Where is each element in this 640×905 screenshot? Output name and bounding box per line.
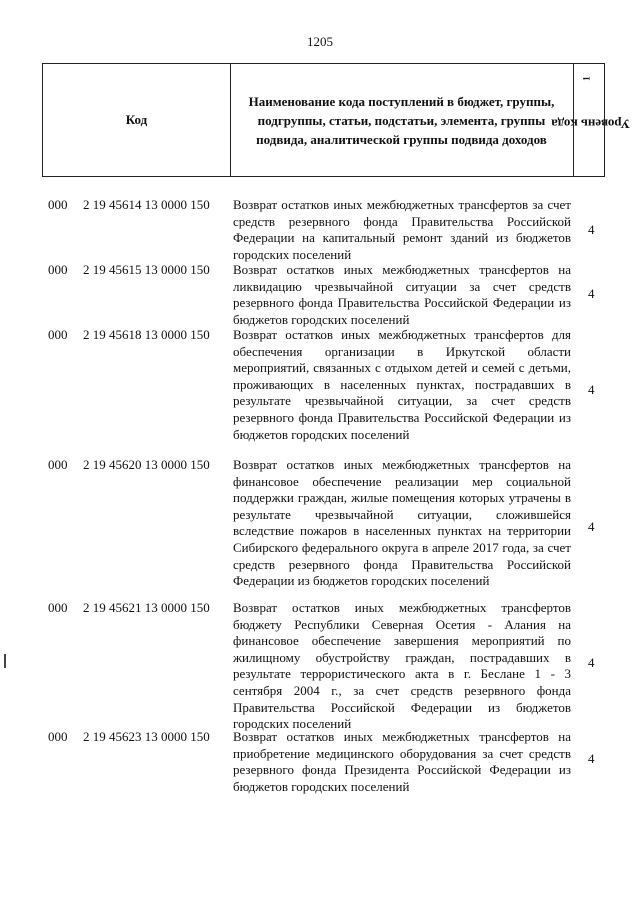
row-code: 2 19 45618 13 0000 150 xyxy=(83,327,210,342)
row-code: 2 19 45620 13 0000 150 xyxy=(83,457,210,472)
row-agency: 000 xyxy=(48,729,68,744)
row-agency: 000 xyxy=(48,327,68,342)
row-level: 4 xyxy=(588,222,595,237)
row-level: 4 xyxy=(588,751,595,766)
row-level: 4 xyxy=(588,382,595,397)
row-name: Возврат остатков иных межбюджетных трансфертов на приобретение медицинского оборудования за счет средств резервного фонда Президента Российской Федерации из бюджетов городских поселений xyxy=(233,729,571,794)
row-code: 2 19 45615 13 0000 150 xyxy=(83,262,210,277)
row-agency: 000 xyxy=(48,197,68,212)
row-level: 4 xyxy=(588,286,595,301)
row-agency: 000 xyxy=(48,262,68,277)
scan-margin-mark xyxy=(4,654,6,668)
row-level: 4 xyxy=(588,519,595,534)
row-agency: 000 xyxy=(48,600,68,615)
header-level-label: Уровень кода xyxy=(551,116,631,132)
header-level-footnote: 1 xyxy=(581,76,592,82)
header-level xyxy=(551,64,631,176)
table-header xyxy=(42,63,631,177)
row-code: 2 19 45621 13 0000 150 xyxy=(83,600,210,615)
header-code: Код xyxy=(43,64,231,176)
row-level: 4 xyxy=(588,655,595,670)
row-name: Возврат остатков иных межбюджетных трансфертов бюджету Республики Северная Осетия - Алания на финансовое обеспечение завершения мероприятий по жилищному обустройству граждан, пострадавших в результате террористического акта в г. Беслане 1 - 3 сентября 2004 г., за счет средств резервного фонда Правительства Российской Федерации из бюджетов городских поселений xyxy=(233,600,571,732)
row-agency: 000 xyxy=(48,457,68,472)
row-name: Возврат остатков иных межбюджетных трансфертов для обеспечения организации в Иркутской области мероприятий, связанных с отдыхом детей и семей с детьми, проживающих в населенных пунктах, пострадавших в результате чрезвычайной ситуации, за счет средств резервного фонда Правительства Российской Федерации из бюджетов городских поселений xyxy=(233,327,571,442)
header-name: Наименование кода поступлений в бюджет, группы, подгруппы, статьи, подстатьи, элемента, группы подвида, аналитической группы подвида доходов xyxy=(230,64,574,176)
row-name: Возврат остатков иных межбюджетных трансфертов на ликвидацию чрезвычайной ситуации за счет средств резервного фонда Правительства Российской Федерации из бюджетов городских поселений xyxy=(233,262,571,327)
row-code: 2 19 45614 13 0000 150 xyxy=(83,197,210,212)
page-number: 1205 xyxy=(307,34,333,49)
row-name: Возврат остатков иных межбюджетных трансфертов за счет средств резервного фонда Правительства Российской Федерации на капитальный ремонт зданий из бюджетов городских поселений xyxy=(233,197,571,262)
row-code: 2 19 45623 13 0000 150 xyxy=(83,729,210,744)
row-name: Возврат остатков иных межбюджетных трансфертов на финансовое обеспечение реализации мер социальной поддержки граждан, жилые помещения которых утрачены в результате чрезвычайной ситуации, сложившейся вследствие пожаров в населенных пунктах на территории Сибирского федерального округа в апреле 2017 года, за счет средств резервного фонда Правительства Российской Федерации из бюджетов городских поселений xyxy=(233,457,571,589)
